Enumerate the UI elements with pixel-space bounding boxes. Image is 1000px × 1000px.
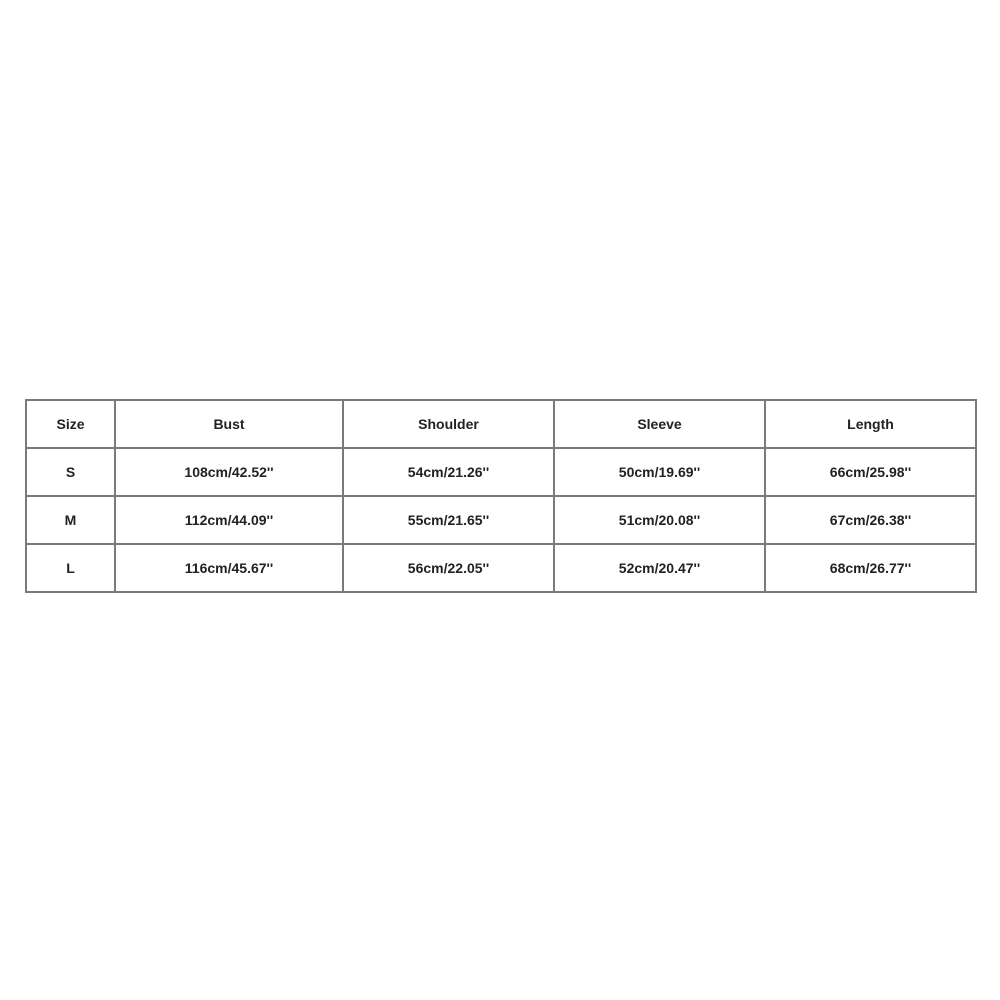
table-row	[26, 496, 976, 544]
header-size: Size	[26, 400, 115, 448]
size-chart-table	[25, 399, 977, 593]
header-sleeve: Sleeve	[554, 400, 765, 448]
header-bust: Bust	[115, 400, 343, 448]
cell-bust: 116cm/45.67''	[115, 544, 343, 592]
cell-sleeve: 50cm/19.69''	[554, 448, 765, 496]
cell-size: S	[26, 448, 115, 496]
cell-size: L	[26, 544, 115, 592]
header-length: Length	[765, 400, 976, 448]
cell-size: M	[26, 496, 115, 544]
table-header-row	[26, 400, 976, 448]
cell-bust: 108cm/42.52''	[115, 448, 343, 496]
cell-length: 66cm/25.98''	[765, 448, 976, 496]
cell-bust: 112cm/44.09''	[115, 496, 343, 544]
cell-shoulder: 56cm/22.05''	[343, 544, 554, 592]
table-row	[26, 448, 976, 496]
header-shoulder: Shoulder	[343, 400, 554, 448]
cell-length: 67cm/26.38''	[765, 496, 976, 544]
cell-sleeve: 51cm/20.08''	[554, 496, 765, 544]
cell-length: 68cm/26.77''	[765, 544, 976, 592]
cell-shoulder: 54cm/21.26''	[343, 448, 554, 496]
cell-shoulder: 55cm/21.65''	[343, 496, 554, 544]
cell-sleeve: 52cm/20.47''	[554, 544, 765, 592]
table-row	[26, 544, 976, 592]
